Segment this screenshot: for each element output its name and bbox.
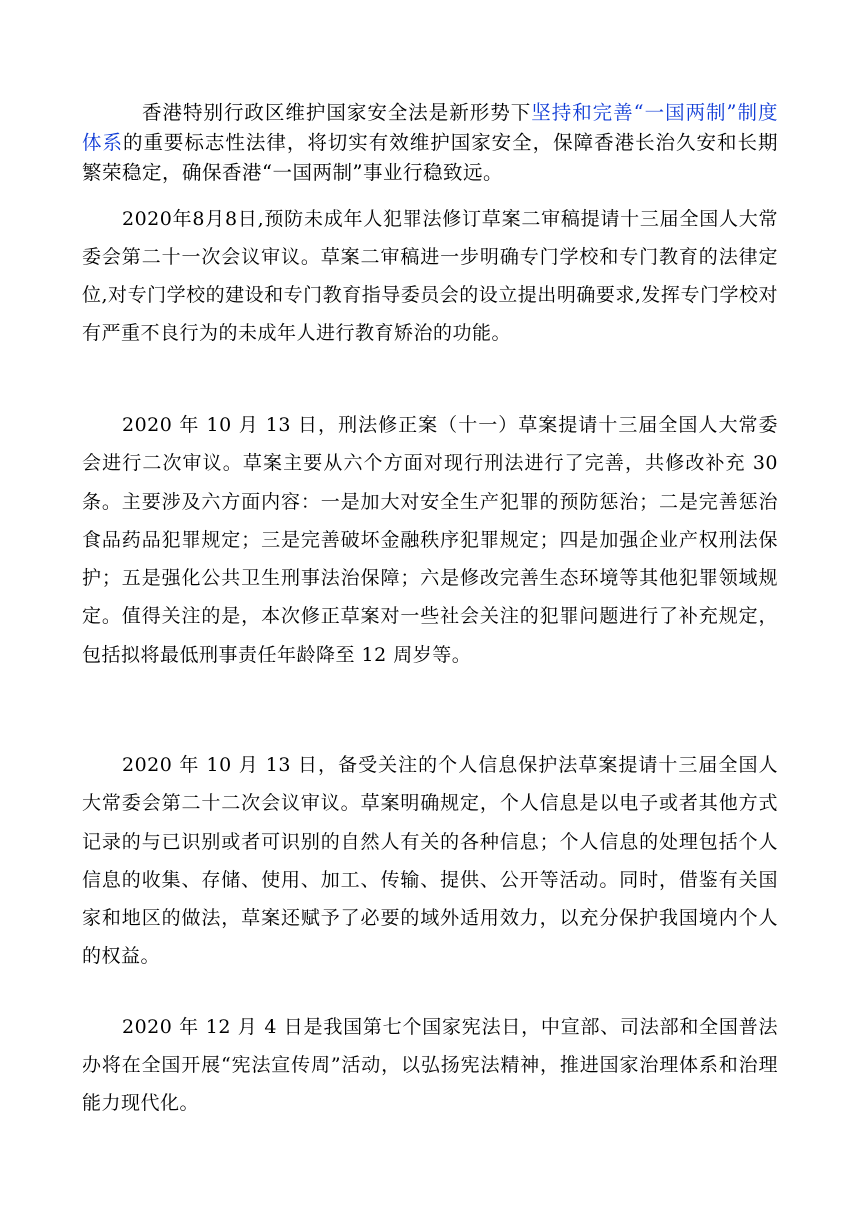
paragraph-text: 香港特别行政区维护国家安全法是新形势下 xyxy=(142,101,532,124)
paragraph-criminal-law-amendment: 2020 年 10 月 13 日，刑法修正案（十一）草案提请十三届全国人大常委会进行二次审议。草案主要从六个方面对现行刑法进行了完善，共修改补充 30 条。主要涉及六方面内容：一是加大对安全生产犯罪的预防惩治；二是完善惩治食品药品犯罪规定；三是完善破坏金融秩序犯罪规定；四是加强企业产权刑法保护；五是强化公共卫生刑事法治保障；六是修改完善生态环境等其他犯罪领域规定。值得关注的是，本次修正草案对一些社会关注的犯罪问题进行了补充规定，包括拟将最低刑事责任年龄降至 12 周岁等。 xyxy=(82,414,778,666)
paragraph-juvenile-crime-law: 2020年8月8日,预防未成年人犯罪法修订草案二审稿提请十三届全国人大常委会第二十一次会议审议。草案二审稿进一步明确专门学校和专门教育的法律定位,对专门学校的建设和专门教育指导委员会的设立提出明确要求,发挥专门学校对有严重不良行为的未成年人进行教育矫治的功能。 xyxy=(82,208,778,344)
paragraph-personal-information-law: 2020 年 10 月 13 日，备受关注的个人信息保护法草案提请十三届全国人大常委会第二十二次会议审议。草案明确规定，个人信息是以电子或者其他方式记录的与已识别或者可识别的自然人有关的各种信息；个人信息的处理包括个人信息的收集、存储、使用、加工、传输、提供、公开等活动。同时，借鉴有关国家和地区的做法，草案还赋予了必要的域外适用效力，以充分保护我国境内个人的权益。 xyxy=(82,754,778,968)
paragraph-text: 的重要标志性法律，将切实有效维护国家安全，保障香港长治久安和长期繁荣稳定，确保香港“一国两制”事业行稳致远。 xyxy=(82,131,778,184)
paragraph-hong-kong-security-law xyxy=(82,98,778,188)
paragraph-constitution-day: 2020 年 12 月 4 日是我国第七个国家宪法日，中宣部、司法部和全国普法办将在全国开展“宪法宣传周”活动，以弘扬宪法精神，推进国家治理体系和治理能力现代化。 xyxy=(82,1016,778,1114)
hyperlink-one-country-two-systems[interactable]: 坚持和完善“一国两制”制度体系 xyxy=(82,101,778,154)
